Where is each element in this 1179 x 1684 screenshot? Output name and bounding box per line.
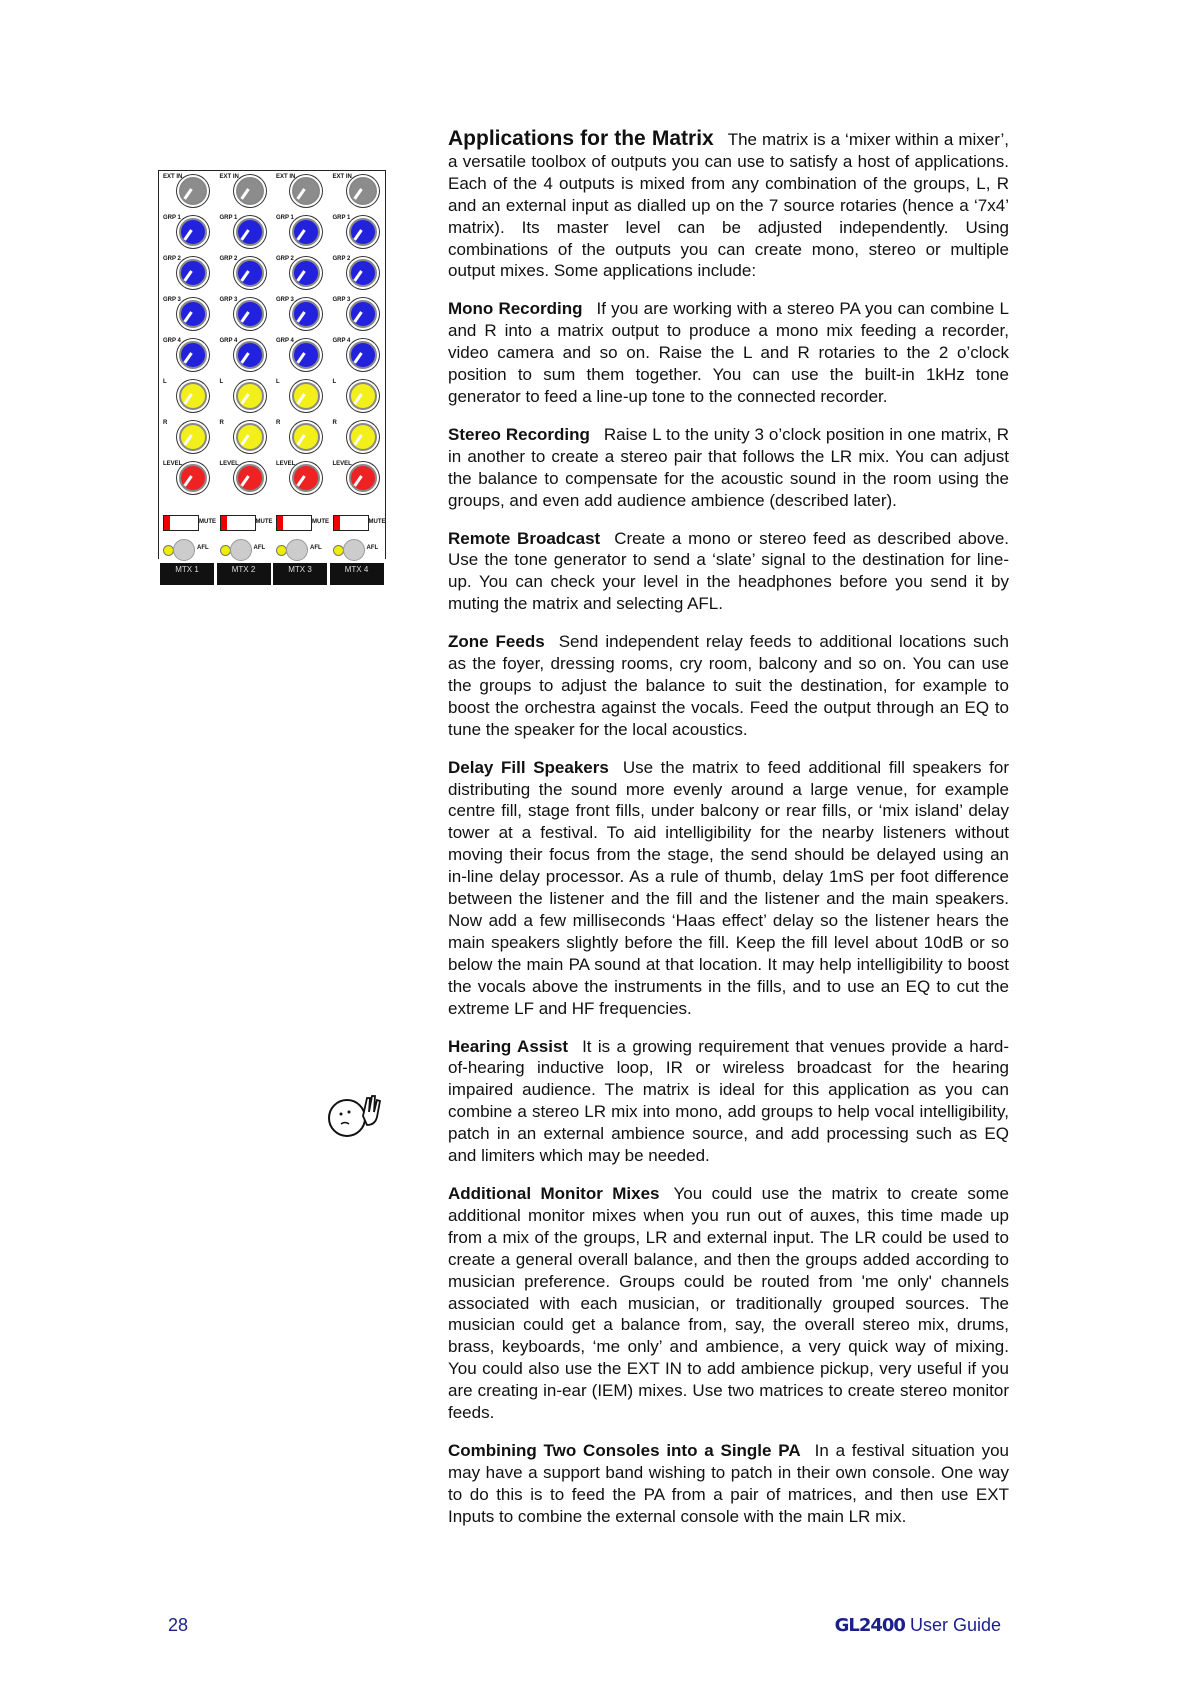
- section-body: The matrix is a ‘mixer within a mixer’, a versatile toolbox of outputs you can use to satisfy a host of applications. Each of the 4 outputs is mixed from any combination of the groups, L, R and an external input as dialled up on the 7 source rotaries (hence a ‘7x4’ matrix). Its master level can be adjusted independently. Using combinations of the outputs you can create mono, stereo or multiple output mixes. Some applications include:: [448, 130, 1010, 281]
- mute-indicator: [277, 516, 283, 530]
- rotary-knob[interactable]: [179, 382, 207, 410]
- afl-button[interactable]: [286, 539, 308, 561]
- rotary-row: [329, 376, 385, 418]
- matrix-channel-strip: [216, 171, 273, 574]
- mute-label: MUTE: [199, 519, 216, 525]
- rotary-knob[interactable]: [236, 218, 264, 246]
- rotary-row: [272, 171, 328, 213]
- rotary-knob[interactable]: [179, 218, 207, 246]
- rotary-row: [272, 417, 328, 459]
- mute-button[interactable]: [276, 515, 312, 531]
- rotary-row: [329, 171, 385, 213]
- rotary-row: [159, 458, 215, 500]
- afl-label: AFL: [310, 545, 322, 551]
- rotary-knob[interactable]: [179, 177, 207, 205]
- channel-label: MTX 2: [217, 563, 271, 585]
- mute-button[interactable]: [163, 515, 199, 531]
- mute-label: MUTE: [255, 519, 273, 525]
- knob-label: LEVEL: [163, 461, 183, 467]
- rotary-row: [216, 376, 272, 418]
- rotary-knob[interactable]: [236, 341, 264, 369]
- rotary-knob[interactable]: [236, 300, 264, 328]
- rotary-knob[interactable]: [349, 177, 377, 205]
- rotary-knob[interactable]: [349, 464, 377, 492]
- rotary-row: [272, 458, 328, 500]
- rotary-knob[interactable]: [292, 382, 320, 410]
- rotary-row: [216, 212, 272, 254]
- rotary-knob[interactable]: [236, 464, 264, 492]
- rotary-row: [272, 253, 328, 295]
- mute-indicator: [334, 516, 340, 530]
- rotary-row: [216, 171, 272, 213]
- knob-label: L: [219, 379, 224, 385]
- rotary-row: [159, 376, 215, 418]
- knob-label: LEVEL: [219, 461, 239, 467]
- section-heading: Stereo Recording: [448, 424, 590, 444]
- afl-button[interactable]: [230, 539, 252, 561]
- knob-label: GRP 1: [219, 215, 238, 221]
- section-heading: Zone Feeds: [448, 632, 545, 652]
- section-heading: Hearing Assist: [448, 1036, 569, 1056]
- knob-label: LEVEL: [332, 461, 352, 467]
- rotary-row: [216, 458, 272, 500]
- rotary-knob[interactable]: [236, 423, 264, 451]
- section-body: Send independent relay feeds to additional locations such as the foyer, dressing rooms, cry room, balcony and so on. You can use the groups to adjust the balance to suit the destination, for example to boost the orchestra against the vocals. Feed the output through an EQ to tune the speaker for the local acoustics.: [448, 632, 1009, 739]
- knob-label: GRP 3: [219, 297, 238, 303]
- knob-label: LEVEL: [276, 461, 296, 467]
- footer-brand: [835, 1615, 1001, 1636]
- rotary-knob[interactable]: [179, 423, 207, 451]
- rotary-knob[interactable]: [292, 464, 320, 492]
- rotary-knob[interactable]: [292, 259, 320, 287]
- section-body: You could use the matrix to create some additional monitor mixes when you run out of auxes, this time made up from a mix of the groups, LR and external input. The LR could be used to create a general overall balance, and then the groups added according to musician preference. Groups could be routed from 'me only' channels associated with each musician, or traditionally grouped sources. The musician could get a balance from, say, the overall stereo mix, drums, brass, keyboards, ‘me only’ and ambience, a very quick way of mixing. You could also use the EXT IN to add ambience pickup, very useful if you are creating in-ear (IEM) mixes. Use two matrices to create stereo monitor feeds.: [448, 1183, 1009, 1423]
- knob-label: GRP 2: [332, 256, 351, 262]
- rotary-knob[interactable]: [349, 382, 377, 410]
- knob-label: GRP 3: [276, 297, 294, 303]
- rotary-row: [159, 253, 215, 295]
- rotary-knob[interactable]: [349, 259, 377, 287]
- knob-label: GRP 4: [163, 338, 181, 344]
- rotary-row: [216, 294, 272, 336]
- hearing-assist-face-icon: [327, 1092, 383, 1145]
- afl-button[interactable]: [343, 539, 365, 561]
- mute-label: MUTE: [368, 519, 386, 525]
- rotary-row: [159, 212, 215, 254]
- rotary-knob[interactable]: [179, 341, 207, 369]
- rotary-knob[interactable]: [236, 177, 264, 205]
- section-heading: Mono Recording: [448, 299, 583, 319]
- rotary-row: [272, 335, 328, 377]
- rotary-knob[interactable]: [292, 218, 320, 246]
- section-paragraph: [448, 424, 1009, 512]
- knob-label: L: [163, 379, 167, 385]
- section-body: If you are working with a stereo PA you can combine L and R into a matrix output to produce a mono mix feeding a recorder, video camera and so on. Raise the L and R rotaries to the 2 o’clock position to sum them together. You can use the built-in 1kHz tone generator to feed a line-up tone to the connected recorder.: [448, 299, 1009, 406]
- section-body: In a festival situation you may have a support band wishing to patch in their own console. One way to do this is to feed the PA from a pair of matrices, and then use EXT Inputs to combine the external console with the main LR mix.: [448, 1440, 1009, 1526]
- guide-label: User Guide: [909, 1615, 1001, 1635]
- body-text: [448, 128, 1009, 1544]
- mute-indicator: [221, 516, 227, 530]
- matrix-panel-illustration: [158, 170, 386, 574]
- rotary-knob[interactable]: [292, 423, 320, 451]
- rotary-knob[interactable]: [292, 341, 320, 369]
- knob-label: L: [276, 379, 280, 385]
- afl-button[interactable]: [173, 539, 195, 561]
- rotary-row: [329, 212, 385, 254]
- rotary-knob[interactable]: [349, 300, 377, 328]
- knob-label: EXT IN: [219, 174, 239, 180]
- rotary-knob[interactable]: [349, 218, 377, 246]
- rotary-row: [159, 335, 215, 377]
- channel-label: MTX 4: [330, 563, 384, 585]
- matrix-channel-strip: [159, 171, 216, 574]
- rotary-knob[interactable]: [349, 341, 377, 369]
- knob-label: R: [163, 420, 168, 426]
- afl-led-icon: [220, 545, 231, 556]
- knob-label: L: [332, 379, 337, 385]
- section-paragraph: [448, 1036, 1009, 1167]
- rotary-knob[interactable]: [179, 300, 207, 328]
- knob-label: EXT IN: [163, 174, 183, 180]
- rotary-knob[interactable]: [179, 259, 207, 287]
- rotary-knob[interactable]: [349, 423, 377, 451]
- channel-label: MTX 1: [160, 563, 214, 585]
- section-body: Use the matrix to feed additional fill speakers for distributing the sound more evenly around a large venue, for example centre fill, stage front fills, under balcony or rear fills, or ‘mix island’ delay tower at a festival. To aid intelligibility for the nearby listeners without moving their focus from the stage, the send should be delayed using an in-line delay processor. As a rule of thumb, delay 1mS per foot difference between the listener and the fill and the listener and the main speakers. Now add a few milliseconds ‘Haas effect’ delay so the listener hears the main speakers slightly before the fill. Keep the fill level about 10dB or so below the main PA sound at that location. It may help intelligibility to boost the vocals above the instruments in the fills, and to use an EQ to cut the extreme LF and HF frequencies.: [448, 757, 1009, 1018]
- rotary-row: [159, 294, 215, 336]
- knob-label: GRP 4: [276, 338, 294, 344]
- knob-label: GRP 1: [163, 215, 181, 221]
- rotary-knob[interactable]: [292, 177, 320, 205]
- section-heading: Additional Monitor Mixes: [448, 1183, 660, 1203]
- rotary-row: [272, 294, 328, 336]
- rotary-row: [216, 253, 272, 295]
- mute-button[interactable]: [220, 515, 256, 531]
- rotary-row: [329, 458, 385, 500]
- knob-label: GRP 2: [219, 256, 238, 262]
- knob-label: EXT IN: [276, 174, 296, 180]
- matrix-channel-strip: [272, 171, 329, 574]
- section-heading: Combining Two Consoles into a Single PA: [448, 1440, 801, 1460]
- section-heading: Remote Broadcast: [448, 528, 601, 548]
- knob-label: GRP 4: [219, 338, 238, 344]
- section-paragraph: [448, 128, 1009, 282]
- knob-label: EXT IN: [332, 174, 352, 180]
- channel-label: MTX 3: [273, 563, 327, 585]
- rotary-row: [329, 253, 385, 295]
- mute-indicator: [164, 516, 170, 530]
- section-paragraph: [448, 631, 1009, 741]
- knob-label: GRP 2: [163, 256, 181, 262]
- section-paragraph: [448, 298, 1009, 408]
- brand-logo: GL2400: [834, 1615, 905, 1636]
- knob-label: GRP 1: [276, 215, 294, 221]
- knob-label: GRP 3: [332, 297, 351, 303]
- knob-label: GRP 1: [332, 215, 351, 221]
- page-number: 28: [168, 1615, 189, 1635]
- matrix-channel-strip: [329, 171, 386, 574]
- mute-label: MUTE: [312, 519, 329, 525]
- section-body: Create a mono or stereo feed as described above. Use the tone generator to send a ‘slate’ signal to the destination for line-up. You can check your level in the headphones before you send it by muting the matrix and selecting AFL.: [448, 528, 1009, 614]
- rotary-row: [272, 376, 328, 418]
- section-paragraph: [448, 528, 1009, 616]
- rotary-row: [159, 417, 215, 459]
- afl-label: AFL: [197, 545, 209, 551]
- rotary-row: [159, 171, 215, 213]
- rotary-row: [329, 335, 385, 377]
- mute-button[interactable]: [333, 515, 369, 531]
- rotary-row: [216, 335, 272, 377]
- afl-label: AFL: [366, 545, 379, 551]
- afl-label: AFL: [253, 545, 266, 551]
- rotary-knob[interactable]: [179, 464, 207, 492]
- afl-led-icon: [333, 545, 344, 556]
- rotary-knob[interactable]: [292, 300, 320, 328]
- knob-label: R: [332, 420, 337, 426]
- section-heading: Applications for the Matrix: [448, 127, 714, 150]
- section-paragraph: [448, 1183, 1009, 1424]
- rotary-knob[interactable]: [236, 382, 264, 410]
- section-body: Raise L to the unity 3 o’clock position in one matrix, R in another to create a stereo pair that follows the LR mix. You can adjust the balance to compensate for the acoustic sound in the room using the groups, and even add audience ambience (described later).: [448, 424, 1009, 510]
- section-heading: Delay Fill Speakers: [448, 757, 609, 777]
- section-paragraph: [448, 1440, 1009, 1528]
- rotary-row: [329, 417, 385, 459]
- section-body: It is a growing requirement that venues provide a hard-of-hearing inductive loop, IR or wireless broadcast for the hearing impaired audience. The matrix is ideal for this application as you can combine a stereo LR mix into mono, add groups to help vocal intelligibility, patch in an external ambience source, and add processing such as EQ and limiters which may be needed.: [448, 1036, 1009, 1166]
- knob-label: R: [219, 420, 224, 426]
- knob-label: GRP 3: [163, 297, 181, 303]
- rotary-row: [216, 417, 272, 459]
- rotary-knob[interactable]: [236, 259, 264, 287]
- section-paragraph: [448, 757, 1009, 1020]
- rotary-row: [329, 294, 385, 336]
- knob-label: R: [276, 420, 281, 426]
- rotary-row: [272, 212, 328, 254]
- knob-label: GRP 2: [276, 256, 294, 262]
- knob-label: GRP 4: [332, 338, 351, 344]
